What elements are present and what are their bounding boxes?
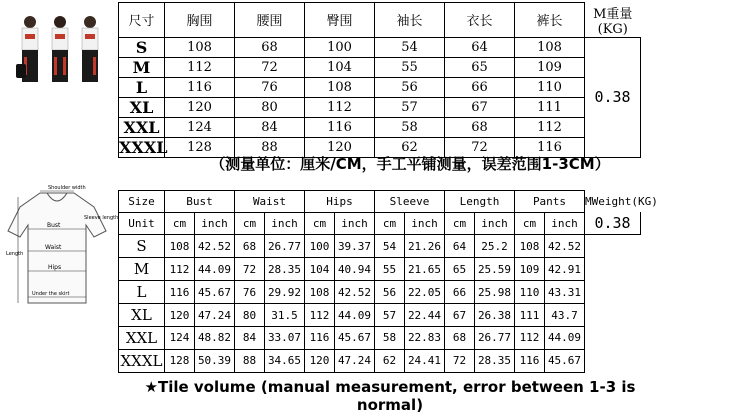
size-cell: XXL — [119, 327, 165, 350]
value-cell: 108 — [165, 235, 195, 258]
model-figure-1 — [16, 16, 38, 82]
value-cell: 21.65 — [405, 258, 445, 281]
value-cell: 33.07 — [265, 327, 305, 350]
value-cell: 128 — [165, 137, 235, 157]
value-cell: 76 — [235, 281, 265, 304]
measurement-note-chinese: （测量单位：厘米/CM，手工平铺测量，误差范围1-3CM） — [210, 155, 610, 173]
value-cell: 64 — [445, 37, 515, 57]
diagram-label-hips: Hips — [48, 264, 62, 271]
value-cell: 54 — [375, 235, 405, 258]
value-cell: 55 — [375, 57, 445, 77]
value-cell: 112 — [515, 327, 545, 350]
size-cell: XXL — [119, 117, 165, 137]
value-cell: 116 — [515, 137, 585, 157]
value-cell: 88 — [235, 349, 265, 372]
value-cell: 62 — [375, 137, 445, 157]
size-cell: M — [119, 258, 165, 281]
value-cell: 26.38 — [475, 304, 515, 327]
unit-header-row — [119, 212, 641, 234]
diagram-label-sleeve: Sleeve length — [84, 215, 119, 221]
header-cell: Size — [119, 191, 165, 213]
value-cell: 108 — [515, 235, 545, 258]
unit-cell: cm — [375, 212, 405, 234]
header-cell: Length — [445, 191, 515, 213]
value-cell: 22.83 — [405, 327, 445, 350]
table-row — [119, 304, 641, 327]
unit-cell: cm — [165, 212, 195, 234]
value-cell: 108 — [305, 77, 375, 97]
value-cell: 48.82 — [195, 327, 235, 350]
value-cell: 39.37 — [335, 235, 375, 258]
size-cell: L — [119, 77, 165, 97]
value-cell: 120 — [165, 304, 195, 327]
unit-cell: inch — [545, 212, 585, 234]
value-cell: 84 — [235, 117, 305, 137]
diagram-label-shoulder: Shoulder width — [48, 185, 86, 191]
header-cell: Bust — [165, 191, 235, 213]
value-cell: 116 — [305, 117, 375, 137]
value-cell: 65 — [445, 57, 515, 77]
value-cell: 43.7 — [545, 304, 585, 327]
value-cell: 109 — [515, 57, 585, 77]
size-cell: S — [119, 37, 165, 57]
value-cell: 42.52 — [335, 281, 375, 304]
unit-cell: inch — [405, 212, 445, 234]
value-cell: 65 — [445, 258, 475, 281]
value-cell: 40.94 — [335, 258, 375, 281]
value-cell: 80 — [235, 304, 265, 327]
table-row — [119, 57, 641, 77]
value-cell: 44.09 — [195, 258, 235, 281]
value-cell: 67 — [445, 97, 515, 117]
table-row — [119, 349, 641, 372]
unit-cell: cm — [445, 212, 475, 234]
header-cell: 腰围 — [235, 3, 305, 38]
value-cell: 42.91 — [545, 258, 585, 281]
unit-cell: inch — [265, 212, 305, 234]
model-figure-3 — [82, 16, 98, 82]
value-cell: 66 — [445, 281, 475, 304]
product-photo — [10, 2, 110, 112]
value-cell: 110 — [515, 77, 585, 97]
value-cell: 42.52 — [545, 235, 585, 258]
value-cell: 128 — [165, 349, 195, 372]
model-figure-2 — [52, 16, 68, 82]
value-cell: 57 — [375, 97, 445, 117]
value-cell: 58 — [375, 327, 405, 350]
value-cell: 22.44 — [405, 304, 445, 327]
value-cell: 116 — [515, 349, 545, 372]
table-row — [119, 281, 641, 304]
value-cell: 68 — [235, 235, 265, 258]
value-cell: 66 — [445, 77, 515, 97]
value-cell: 100 — [305, 235, 335, 258]
table-header-row — [119, 191, 641, 213]
header-cell: 臀围 — [305, 3, 375, 38]
value-cell: 112 — [515, 117, 585, 137]
value-cell: 45.67 — [545, 349, 585, 372]
header-cell: 尺寸 — [119, 3, 165, 38]
table-row — [119, 258, 641, 281]
value-cell: 44.09 — [545, 327, 585, 350]
unit-cell: inch — [335, 212, 375, 234]
value-cell: 42.52 — [195, 235, 235, 258]
value-cell: 25.2 — [475, 235, 515, 258]
value-cell: 104 — [305, 258, 335, 281]
value-cell: 68 — [445, 327, 475, 350]
value-cell: 108 — [165, 37, 235, 57]
value-cell: 120 — [305, 349, 335, 372]
value-cell: 68 — [445, 117, 515, 137]
value-cell: 111 — [515, 97, 585, 117]
unit-cell: cm — [305, 212, 335, 234]
value-cell: 72 — [235, 57, 305, 77]
unit-cell: cm — [515, 212, 545, 234]
value-cell: 28.35 — [475, 349, 515, 372]
size-cell: XXXL — [119, 137, 168, 157]
size-cell: XL — [119, 304, 165, 327]
value-cell: 56 — [375, 281, 405, 304]
table-row — [119, 327, 641, 350]
value-cell: 47.24 — [335, 349, 375, 372]
diagram-label-bust: Bust — [47, 222, 61, 229]
size-cell: XL — [119, 97, 165, 117]
weight-header: M重量(KG) — [585, 3, 641, 38]
value-cell: 76 — [235, 77, 305, 97]
value-cell: 24.41 — [405, 349, 445, 372]
size-table-english — [118, 190, 658, 373]
header-cell: Hips — [305, 191, 375, 213]
size-table-chinese — [118, 2, 641, 158]
value-cell: 67 — [445, 304, 475, 327]
value-cell: 72 — [445, 137, 515, 157]
measurement-diagram — [2, 185, 119, 315]
value-cell: 21.26 — [405, 235, 445, 258]
header-cell: Pants — [515, 191, 585, 213]
value-cell: 26.77 — [265, 235, 305, 258]
size-cell: M — [119, 57, 165, 77]
value-cell: 47.24 — [195, 304, 235, 327]
value-cell: 57 — [375, 304, 405, 327]
value-cell: 45.67 — [195, 281, 235, 304]
value-cell: 31.5 — [265, 304, 305, 327]
unit-cell: inch — [475, 212, 515, 234]
weight-cell: 0.38 — [585, 37, 641, 157]
header-cell: 胸围 — [165, 3, 235, 38]
value-cell: 43.31 — [545, 281, 585, 304]
table-row — [119, 77, 641, 97]
unit-cell: cm — [235, 212, 265, 234]
value-cell: 25.98 — [475, 281, 515, 304]
value-cell: 68 — [235, 37, 305, 57]
value-cell: 58 — [375, 117, 445, 137]
value-cell: 29.92 — [265, 281, 305, 304]
value-cell: 112 — [305, 97, 375, 117]
value-cell: 55 — [375, 258, 405, 281]
value-cell: 112 — [165, 57, 235, 77]
value-cell: 22.05 — [405, 281, 445, 304]
table-row — [119, 235, 641, 258]
value-cell: 116 — [305, 327, 335, 350]
value-cell: 54 — [375, 37, 445, 57]
size-cell: XXXL — [119, 349, 165, 372]
value-cell: 100 — [305, 37, 375, 57]
value-cell: 84 — [235, 327, 265, 350]
diagram-label-waist: Waist — [45, 244, 62, 251]
header-cell: Sleeve — [375, 191, 445, 213]
value-cell: 111 — [515, 304, 545, 327]
value-cell: 124 — [165, 327, 195, 350]
value-cell: 120 — [305, 137, 375, 157]
value-cell: 120 — [165, 97, 235, 117]
value-cell: 44.09 — [335, 304, 375, 327]
value-cell: 116 — [165, 77, 235, 97]
value-cell: 34.65 — [265, 349, 305, 372]
weight-header: MWeight(KG) — [585, 191, 641, 213]
unit-cell: inch — [195, 212, 235, 234]
measurement-note-english: ★Tile volume (manual measurement, error between 1-3 is normal) — [144, 378, 636, 414]
value-cell: 45.67 — [335, 327, 375, 350]
value-cell: 116 — [165, 281, 195, 304]
value-cell: 50.39 — [195, 349, 235, 372]
value-cell: 108 — [305, 281, 335, 304]
diagram-label-hem: Under the skirt — [32, 291, 70, 297]
table-row — [119, 117, 641, 137]
value-cell: 109 — [515, 258, 545, 281]
value-cell: 62 — [375, 349, 405, 372]
value-cell: 64 — [445, 235, 475, 258]
size-cell: L — [119, 281, 165, 304]
value-cell: 124 — [165, 117, 235, 137]
value-cell: 80 — [235, 97, 305, 117]
table-row — [119, 97, 641, 117]
value-cell: 112 — [305, 304, 335, 327]
weight-spacer: 0.38 — [585, 212, 641, 234]
value-cell: 28.35 — [265, 258, 305, 281]
value-cell: 112 — [165, 258, 195, 281]
header-cell: 裤长 — [515, 3, 585, 38]
value-cell: 108 — [515, 37, 585, 57]
value-cell: 110 — [515, 281, 545, 304]
value-cell: 104 — [305, 57, 375, 77]
value-cell: 72 — [445, 349, 475, 372]
value-cell: 88 — [235, 137, 305, 157]
value-cell: 56 — [375, 77, 445, 97]
unit-cell: Unit — [119, 212, 165, 234]
header-cell: Waist — [235, 191, 305, 213]
value-cell: 72 — [235, 258, 265, 281]
value-cell: 26.77 — [475, 327, 515, 350]
table-header-row — [119, 3, 641, 38]
header-cell: 衣长 — [445, 3, 515, 38]
value-cell: 25.59 — [475, 258, 515, 281]
table-row — [119, 37, 641, 57]
header-cell: 袖长 — [375, 3, 445, 38]
size-cell: S — [119, 235, 165, 258]
diagram-label-length: Length — [6, 251, 24, 257]
